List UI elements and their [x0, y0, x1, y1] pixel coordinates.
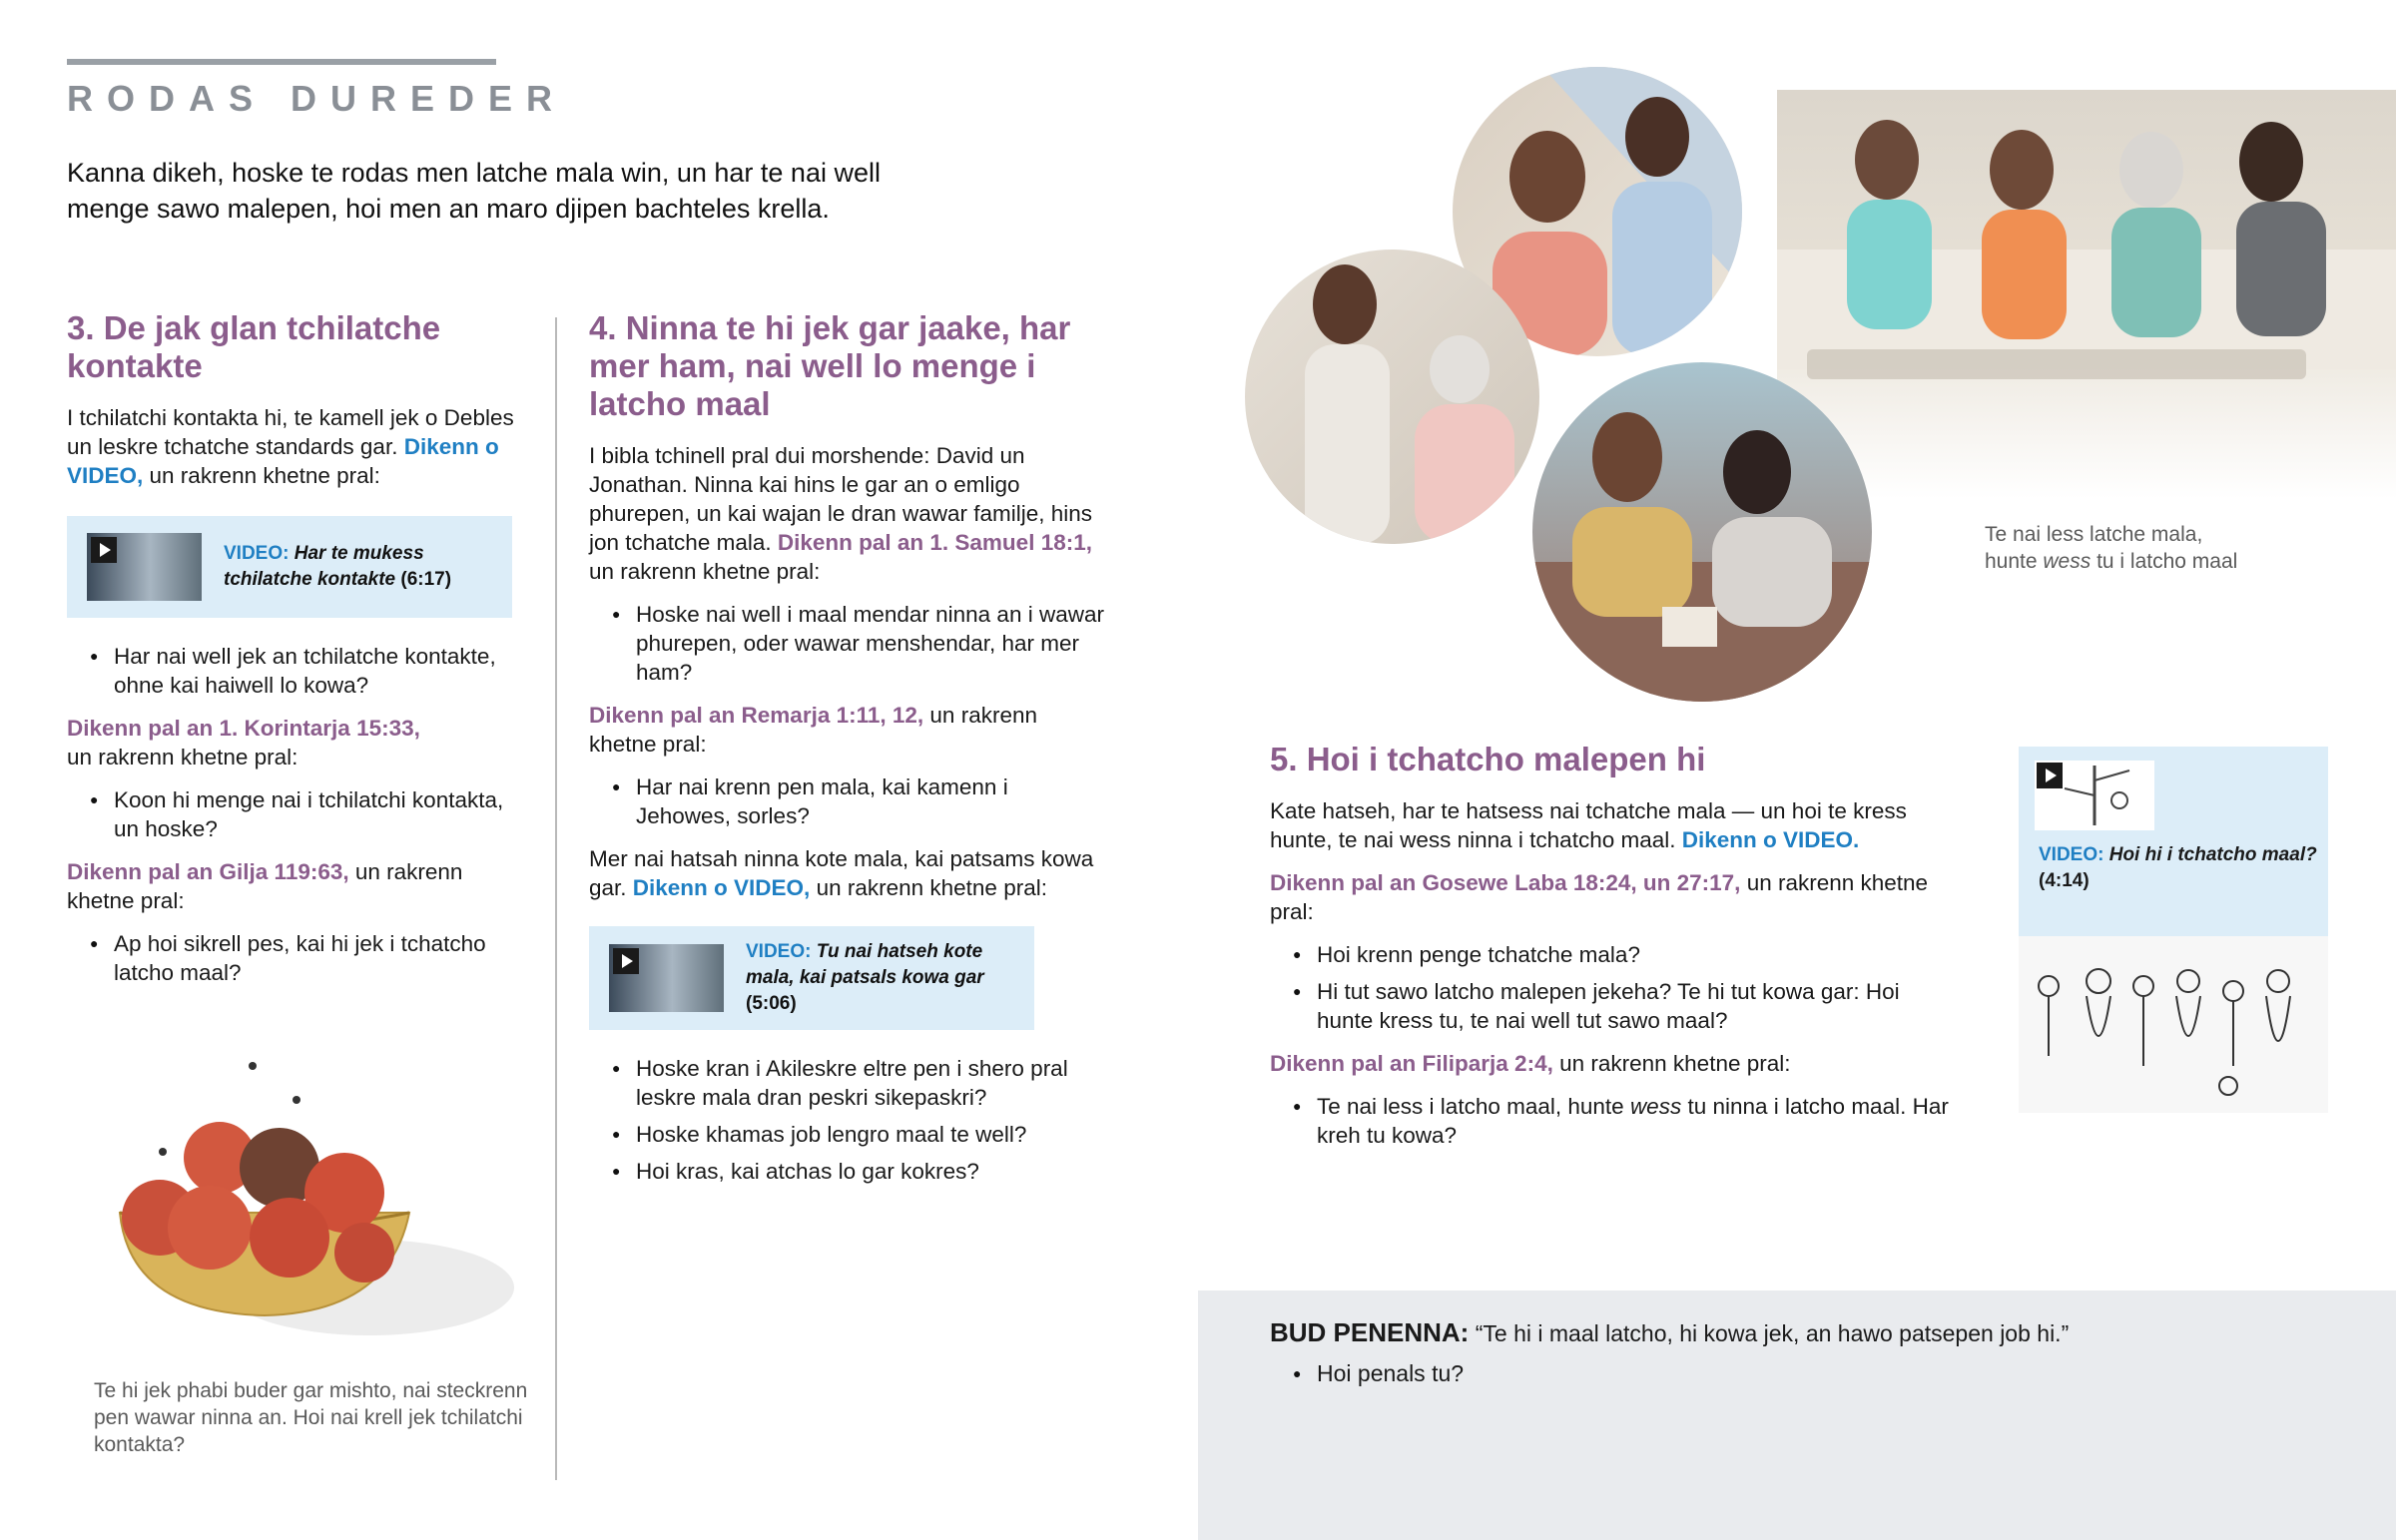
question-item: ● Hoi kras, kai atchas lo gar kokres? [636, 1157, 1108, 1186]
section-5-text: Kate hatseh, har te hatsess nai tchatche mala — un hoi te kress hunte, te nai wess ninna i tchatcho maal. Dikenn o VIDEO. [1270, 798, 1907, 852]
scripture-ref: Dikenn pal an Gilja 119:63, un rakrenn khetne pral: [67, 859, 463, 913]
section-4-text-2: Mer nai hatsah ninna kote mala, kai patsams kowa gar. Dikenn o VIDEO, un rakrenn khetne pral: [589, 846, 1094, 900]
friends-photo [1777, 90, 2396, 499]
video-caption: VIDEO: Hoi hi i tchatcho maal? (4:14) [2039, 844, 2317, 891]
video-caption: VIDEO: Har te mukess tchilatche kontakte (6:17) [224, 543, 452, 590]
photo-circle-comforting [1532, 362, 1872, 702]
video-card-true-friend[interactable] [2019, 747, 2328, 1113]
question-item: ● Har nai krenn pen mala, kai kamenn i Jehowes, sorles? [636, 772, 1108, 830]
photo-caption: Te nai less latche mala, hunte wess tu i latcho maal [1985, 523, 2238, 573]
summary-statement: BUD PENENNA: “Te hi i maal latcho, hi kowa jek, an hawo patsepen job hi.” [1270, 1317, 2070, 1347]
column-divider [555, 317, 557, 1480]
column-section-3 [67, 309, 526, 1001]
question-list [1270, 1358, 2368, 1388]
video-caption: VIDEO: Tu nai hatseh kote mala, kai patsals kowa gar (5:06) [746, 941, 984, 1014]
question-item: ● Koon hi menge nai i tchilatchi kontakta, un hoske? [114, 785, 526, 843]
video-link[interactable]: Dikenn o VIDEO, [67, 434, 499, 488]
question-list [67, 929, 526, 987]
question-list [67, 785, 526, 843]
question-list [1270, 940, 1949, 1035]
section-4-text: I bibla tchinell pral dui morshende: David un Jonathan. Ninna kai hins le gar an o emligo phurepen, un kai wajan le dran wawar familje, hins jon tchatche mala. Dikenn pal an 1. Samuel 18:1, un rakrenn khetne pral: [589, 443, 1093, 584]
video-link[interactable]: Dikenn o VIDEO. [1681, 827, 1860, 852]
section-heading: RODAS DUREDER [67, 78, 567, 119]
column-section-5 [1270, 741, 1949, 1164]
question-item: ● Ap hoi sikrell pes, kai hi jek i tchatcho latcho maal? [114, 929, 526, 987]
scripture-ref: Dikenn pal an Filiparja 2:4, un rakrenn khetne pral: [1270, 1051, 1791, 1076]
video-thumbnail[interactable] [2035, 761, 2154, 830]
video-thumbnail[interactable] [87, 533, 202, 601]
video-card-contacts[interactable] [67, 516, 512, 618]
question-list [1270, 1092, 1949, 1150]
section-3-title: 3. De jak glan tchilatche kontakte [67, 309, 441, 384]
question-item: ● Hi tut sawo latcho malepen jekeha? Te hi tut kowa gar: Hoi hunte kress tu, te nai well tut sawo maal? [1317, 977, 1949, 1035]
apple-caption: Te hi jek phabi buder gar mishto, nai steckrenn pen wawar ninna an. Hoi nai krell jek tchilatchi kontakta? [94, 1379, 528, 1456]
apple-bowl-illustration [100, 1048, 519, 1347]
video-card-friends[interactable] [589, 926, 1034, 1030]
play-icon[interactable] [613, 948, 639, 974]
header-rule [67, 59, 496, 65]
question-list [589, 600, 1108, 687]
question-item: ● Hoi penals tu? [1317, 1358, 2368, 1388]
question-item: ● Hoske khamas job lengro maal te well? [636, 1120, 1108, 1149]
question-item: ● Hoske kran i Akileskre eltre pen i shero pral leskre mala dran peskri sikepaskri? [636, 1054, 1108, 1112]
play-icon[interactable] [91, 537, 117, 563]
section-4-title: 4. Ninna te hi jek gar jaake, har mer ham, nai well lo menge i latcho maal [589, 309, 1071, 422]
question-item: ● Har nai well jek an tchilatche kontakte, ohne kai haiwell lo kowa? [114, 642, 526, 700]
video-link[interactable]: Dikenn o VIDEO, [632, 875, 811, 900]
photo-circle-caregiving [1245, 250, 1539, 544]
video-thumbnail[interactable] [609, 944, 724, 1012]
play-icon[interactable] [2037, 763, 2063, 788]
column-section-4 [589, 309, 1108, 1200]
scripture-ref: Dikenn pal an Remarja 1:11, 12, un rakrenn khetne pral: [589, 703, 1037, 757]
summary-content [1270, 1317, 2368, 1402]
scripture-ref: Dikenn pal an Gosewe Laba 18:24, un 27:17, un rakrenn khetne pral: [1270, 870, 1929, 924]
question-list [67, 642, 526, 700]
section-5-title: 5. Hoi i tchatcho malepen hi [1270, 741, 1706, 777]
section-3-text: I tchilatchi kontakta hi, te kamell jek o Debles un leskre tchatche standards gar. Dikenn o VIDEO, un rakrenn khetne pral: [67, 405, 514, 488]
scripture-ref: Dikenn pal an 1. Korintarja 15:33, un rakrenn khetne pral: [67, 716, 420, 770]
question-list [589, 1054, 1108, 1186]
question-item: ● Hoske nai well i maal mendar ninna an i wawar phurepen, oder wawar menshendar, har mer ham? [636, 600, 1108, 687]
intro-text: Kanna dikeh, hoske te rodas men latche mala win, un har te nai well menge sawo malepen, hoi men an maro djipen bachteles krella. [67, 158, 881, 224]
question-list [589, 772, 1108, 830]
friends-illustration [1777, 90, 2396, 499]
friends-sketch [2019, 936, 2328, 1113]
question-item: ● Hoi krenn penge tchatche mala? [1317, 940, 1949, 969]
question-item: ● Te nai less i latcho maal, hunte wess tu ninna i latcho maal. Har kreh tu kowa? [1317, 1092, 1949, 1150]
